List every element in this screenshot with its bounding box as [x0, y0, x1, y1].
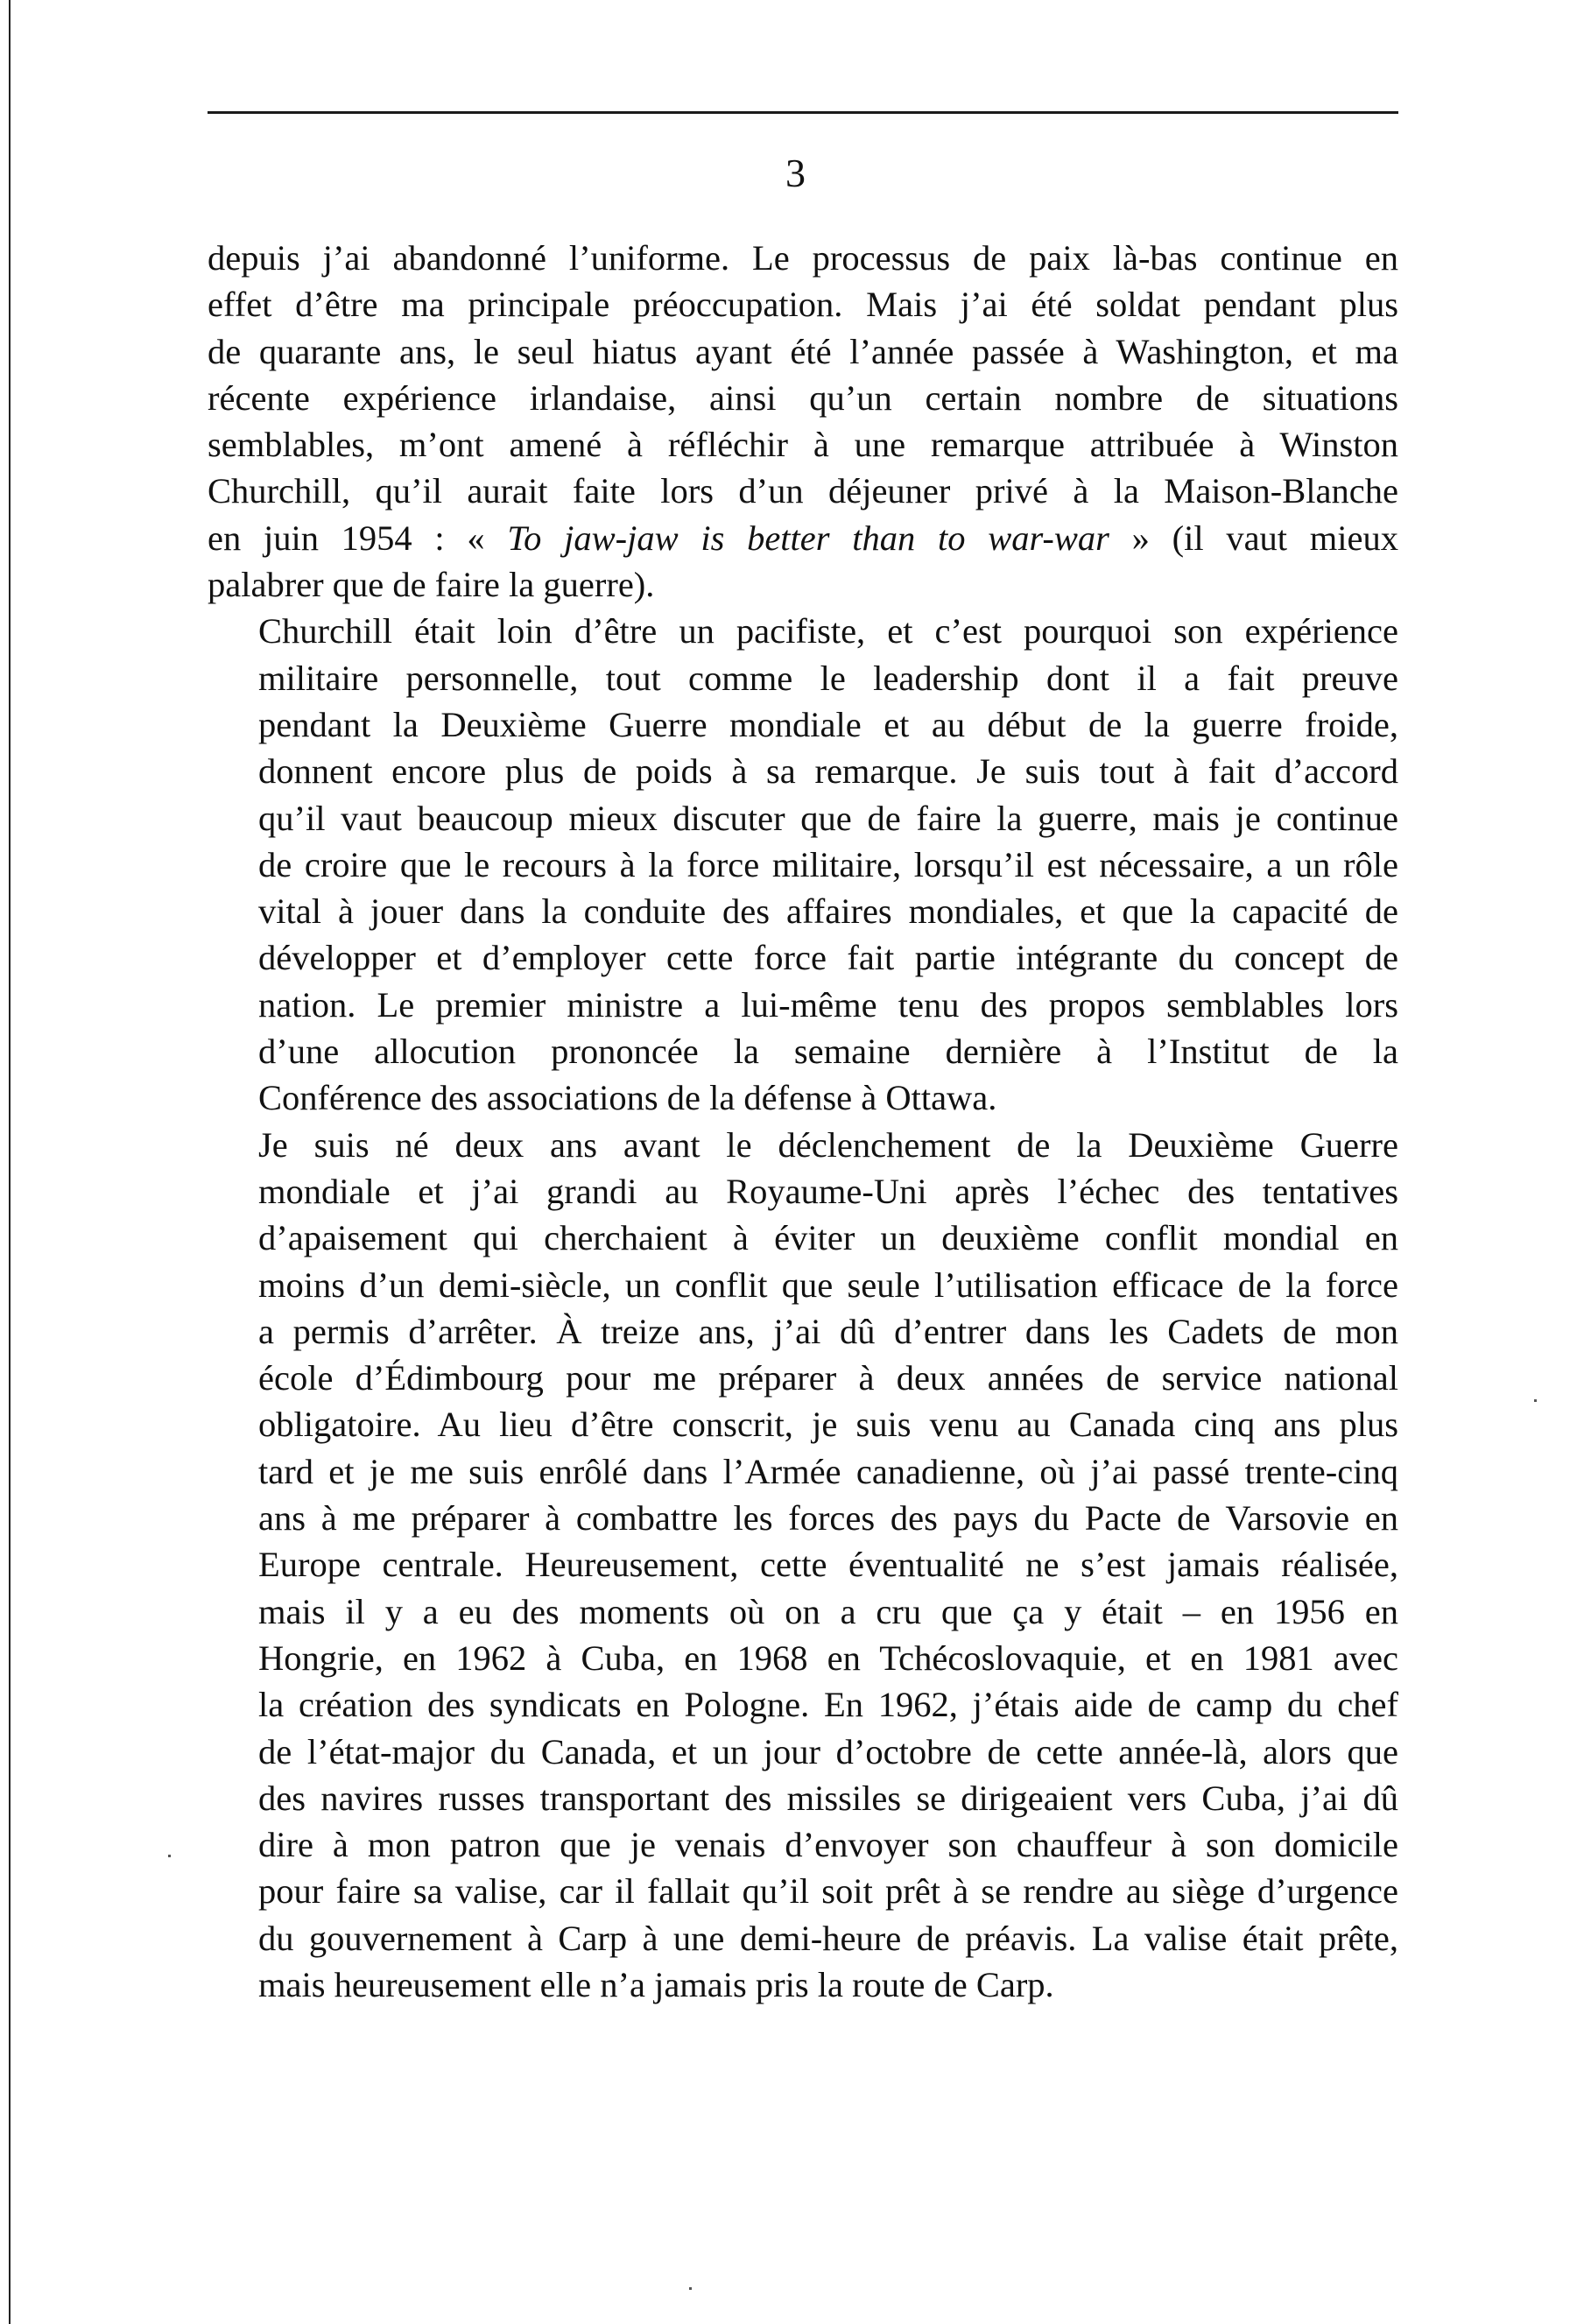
header-rule: [208, 111, 1398, 114]
text-line: moins d’un demi-siècle, un conflit que seule l’utilisation efficace de la force: [258, 1264, 1398, 1305]
text-line: tard et je me suis enrôlé dans l’Armée canadienne, où j’ai passé trente-cinq: [258, 1451, 1398, 1491]
text-line: qu’il vaut beaucoup mieux discuter que de faire la guerre, mais je continue: [258, 798, 1398, 838]
text-line: mais heureusement elle n’a jamais pris la route de Carp.: [258, 1964, 1054, 2004]
text-line: Churchill, qu’il aurait faite lors d’un déjeuner privé à la Maison-Blanche: [208, 471, 1398, 511]
text-line: vital à jouer dans la conduite des affaires mondiales, et que la capacité de: [258, 891, 1398, 932]
text-line: de quarante ans, le seul hiatus ayant été l’année passée à Washington, et ma: [208, 331, 1398, 371]
text-line: du gouvernement à Carp à une demi-heure de préavis. La valise était prête,: [258, 1918, 1398, 1958]
text-line: donnent encore plus de poids à sa remarque. Je suis tout à fait d’accord: [258, 751, 1398, 792]
text-line: pour faire sa valise, car il fallait qu’il soit prêt à se rendre au siège d’urgence: [258, 1871, 1398, 1912]
text-line: dire à mon patron que je venais d’envoyer son chauffeur à son domicile: [258, 1825, 1398, 1865]
text-line: obligatoire. Au lieu d’être conscrit, je suis venu au Canada cinq ans plus: [258, 1405, 1398, 1445]
text-line: nation. Le premier ministre a lui-même tenu des propos semblables lors: [258, 984, 1398, 1025]
text-line: [208, 515, 1398, 561]
text-line: d’apaisement qui cherchaient à éviter un deuxième conflit mondial en: [258, 1218, 1398, 1258]
text-line: récente expérience irlandaise, ainsi qu’un certain nombre de situations: [208, 377, 1398, 418]
text-line: développer et d’employer cette force fait partie intégrante du concept de: [258, 938, 1398, 978]
text-line: mondiale et j’ai grandi au Royaume-Uni après l’échec des tentatives: [258, 1171, 1398, 1211]
text-line: Europe centrale. Heureusement, cette éventualité ne s’est jamais réalisée,: [258, 1545, 1398, 1585]
text-line: Conférence des associations de la défense à Ottawa.: [258, 1078, 997, 1118]
text-line: effet d’être ma principale préoccupation. Mais j’ai été soldat pendant plus: [208, 285, 1398, 325]
paragraph: [208, 608, 1398, 1121]
text-line: des navires russes transportant des missiles se dirigeaient vers Cuba, j’ai dû: [258, 1778, 1398, 1818]
text-line: mais il y a eu des moments où on a cru que ça y était – en 1956 en: [258, 1591, 1398, 1631]
text-line: a permis d’arrêter. À treize ans, j’ai dû d’entrer dans les Cadets de mon: [258, 1311, 1398, 1351]
text-line: de l’état-major du Canada, et un jour d’octobre de cette année-là, alors que: [258, 1731, 1398, 1771]
text-line: pendant la Deuxième Guerre mondiale et au début de la guerre froide,: [258, 704, 1398, 744]
scan-speck: [689, 2287, 692, 2290]
text-segment: » (il vaut mieux: [1109, 518, 1398, 558]
text-line: d’une allocution prononcée la semaine dernière à l’Institut de la: [258, 1032, 1398, 1072]
text-line: école d’Édimbourg pour me préparer à deux années de service national: [258, 1358, 1398, 1398]
text-line: semblables, m’ont amené à réfléchir à une remarque attribuée à Winston: [208, 425, 1398, 465]
body-text: [208, 235, 1398, 2008]
text-line: Churchill était loin d’être un pacifiste, et c’est pourquoi son expérience: [258, 611, 1398, 651]
scan-speck: [168, 1855, 171, 1857]
page-number: 3: [785, 151, 806, 195]
text-segment: en juin 1954 : «: [208, 518, 508, 558]
text-line: depuis j’ai abandonné l’uniforme. Le processus de paix là-bas continue en: [208, 238, 1398, 278]
text-line: ans à me préparer à combattre les forces des pays du Pacte de Varsovie en: [258, 1498, 1398, 1539]
scan-speck: [1534, 1399, 1537, 1402]
paragraph: [208, 235, 1398, 608]
text-line: palabrer que de faire la guerre).: [208, 565, 655, 605]
quotation-emphasis: To jaw-jaw is better than to war-war: [507, 518, 1109, 558]
text-line: militaire personnelle, tout comme le leadership dont il a fait preuve: [258, 658, 1398, 698]
paragraph: [208, 1122, 1398, 2009]
page-left-edge: [9, 0, 11, 2324]
text-line: Je suis né deux ans avant le déclenchement de la Deuxième Guerre: [258, 1124, 1398, 1165]
text-line: de croire que le recours à la force militaire, lorsqu’il est nécessaire, a un rôle: [258, 844, 1398, 884]
text-line: la création des syndicats en Pologne. En 1962, j’étais aide de camp du chef: [258, 1685, 1398, 1725]
text-line: Hongrie, en 1962 à Cuba, en 1968 en Tchécoslovaquie, et en 1981 avec: [258, 1637, 1398, 1678]
